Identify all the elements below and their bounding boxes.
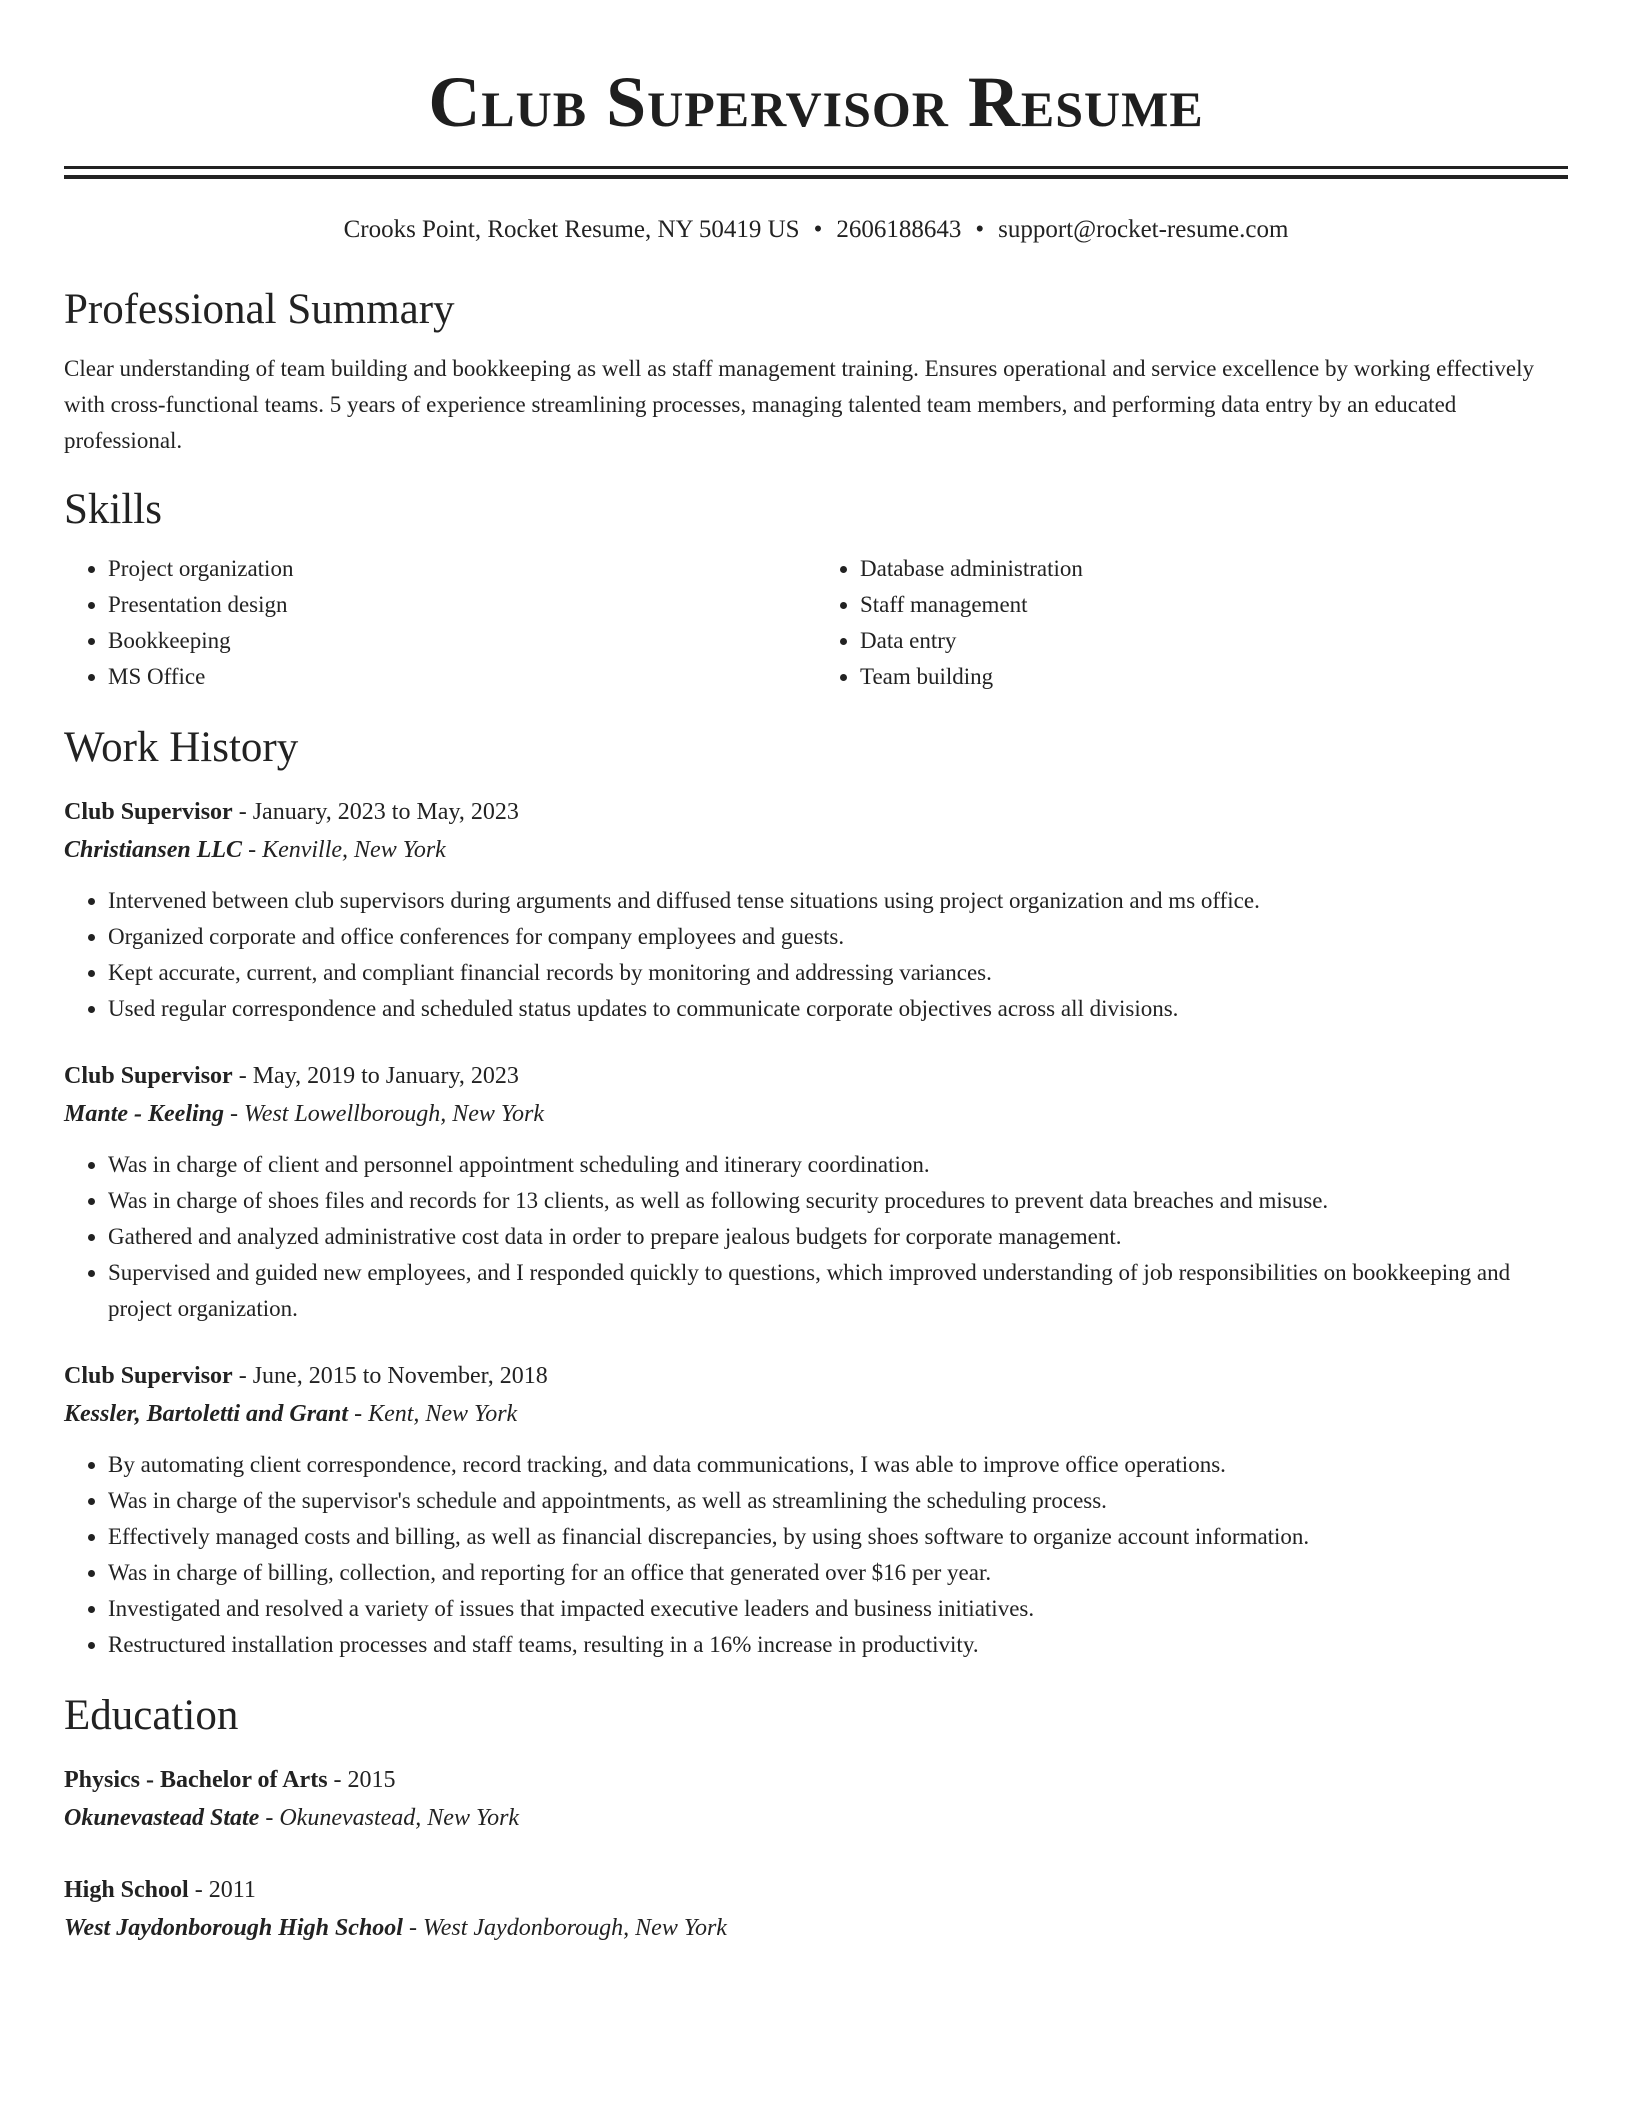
company-name: Christiansen LLC [64,837,243,863]
duty-item: • Was in charge of client and personnel appointment scheduling and itinerary coordination. [108,1147,1568,1183]
company-line [64,831,1568,869]
graduation-year: 2015 [347,1767,396,1793]
skill-item: • Project organization [108,551,816,587]
title-divider-top [64,166,1568,169]
skill-item: • Staff management [860,587,1568,623]
company-line [64,1395,1568,1433]
skill-item: • Bookkeeping [108,623,816,659]
contact-phone: 2606188643 [836,216,962,243]
job-duties [64,1147,1568,1327]
dash: - [402,1915,423,1941]
job-duties [64,883,1568,1027]
skills-heading: Skills [64,486,162,533]
duty-item: • Restructured installation processes and staff teams, resulting in a 16% increase in productivity. [108,1627,1568,1663]
company-location: Kent, New York [368,1401,518,1427]
work-history-section [64,721,1568,1663]
job-title-line [64,1057,1568,1095]
contact-separator: • [813,216,823,243]
skills-grid [64,551,1568,695]
company-location: Kenville, New York [262,837,446,863]
school-location: Okunevastead, New York [279,1805,520,1831]
job-title-line [64,793,1568,831]
job-dates: June, 2015 to November, 2018 [252,1363,548,1389]
job-title: Club Supervisor [64,1363,233,1389]
skill-item: • Presentation design [108,587,816,623]
school-name: West Jaydonborough High School [64,1915,403,1941]
job-title: Club Supervisor [64,1063,233,1089]
job-entry [64,1357,1568,1663]
dash: - [242,837,263,863]
contact-address: Crooks Point, Rocket Resume, NY 50419 US [343,216,800,243]
education-section [64,1689,1568,1947]
job-title: Club Supervisor [64,799,233,825]
contact-info [64,213,1568,247]
duty-item: • Used regular correspondence and scheduled status updates to communicate corporate objectives across all divisions. [108,991,1568,1027]
education-entry [64,1761,1568,1837]
company-name: Kessler, Bartoletti and Grant [64,1401,349,1427]
skills-column-left [64,551,816,695]
job-duties [64,1447,1568,1663]
duty-item: • Was in charge of billing, collection, and reporting for an office that generated over $16 per year. [108,1555,1568,1591]
skill-item: • Data entry [860,623,1568,659]
title-divider-bottom [64,175,1568,179]
dash: - [259,1805,280,1831]
skills-section [64,483,1568,695]
skill-item: • Database administration [860,551,1568,587]
duty-item: • Kept accurate, current, and compliant financial records by monitoring and addressing variances. [108,955,1568,991]
skill-item: • MS Office [108,659,816,695]
duty-item: • Was in charge of shoes files and records for 13 clients, as well as following security procedures to prevent data breaches and misuse. [108,1183,1568,1219]
degree-line [64,1761,1568,1799]
contact-email: support@rocket-resume.com [998,216,1289,243]
graduation-year: 2011 [208,1877,256,1903]
job-dates: January, 2023 to May, 2023 [252,799,519,825]
degree: Physics - Bachelor of Arts [64,1767,328,1793]
job-dates: May, 2019 to January, 2023 [252,1063,519,1089]
school-location: West Jaydonborough, New York [422,1915,727,1941]
summary-text: Clear understanding of team building and bookkeeping as well as staff management training. Ensures operational and service excellence by working effectively with cross-functional teams. 5 years of experience streamlining processes, managing talented team members, and performing data entry by an educated professional. [64,356,1535,453]
dash: - [232,799,253,825]
summary-heading: Professional Summary [64,286,455,333]
dash: - [348,1401,369,1427]
duty-item: • Intervened between club supervisors during arguments and diffused tense situations using project organization and ms office. [108,883,1568,919]
skills-column-right [816,551,1568,695]
degree: High School [64,1877,189,1903]
skill-item: • Team building [860,659,1568,695]
duty-item: • By automating client correspondence, record tracking, and data communications, I was able to improve office operations. [108,1447,1568,1483]
duty-item: • Effectively managed costs and billing, as well as financial discrepancies, by using shoes software to organize account information. [108,1519,1568,1555]
school-name: Okunevastead State [64,1805,260,1831]
degree-line [64,1871,1568,1909]
summary-section [64,283,1568,459]
job-entry [64,1057,1568,1327]
duty-item: • Organized corporate and office conferences for company employees and guests. [108,919,1568,955]
dash: - [188,1877,209,1903]
dash: - [327,1767,348,1793]
job-entry [64,793,1568,1027]
duty-item: • Gathered and analyzed administrative cost data in order to prepare jealous budgets for corporate management. [108,1219,1568,1255]
company-name: Mante - Keeling [64,1101,224,1127]
contact-separator: • [975,216,985,243]
education-heading: Education [64,1692,239,1739]
dash: - [232,1063,253,1089]
dash: - [224,1101,244,1127]
duty-item: • Supervised and guided new employees, and I responded quickly to questions, which improved understanding of job responsibilities on bookkeeping and project organization. [108,1255,1568,1327]
duty-item: • Was in charge of the supervisor's schedule and appointments, as well as streamlining the scheduling process. [108,1483,1568,1519]
company-line [64,1095,1568,1133]
company-location: West Lowellborough, New York [244,1101,545,1127]
education-entry [64,1871,1568,1947]
work-history-heading: Work History [64,724,299,771]
duty-item: • Investigated and resolved a variety of issues that impacted executive leaders and business initiatives. [108,1591,1568,1627]
school-line [64,1909,1568,1947]
school-line [64,1799,1568,1837]
dash: - [232,1363,253,1389]
job-title-line [64,1357,1568,1395]
resume-title: Club Supervisor Resume [428,62,1204,142]
